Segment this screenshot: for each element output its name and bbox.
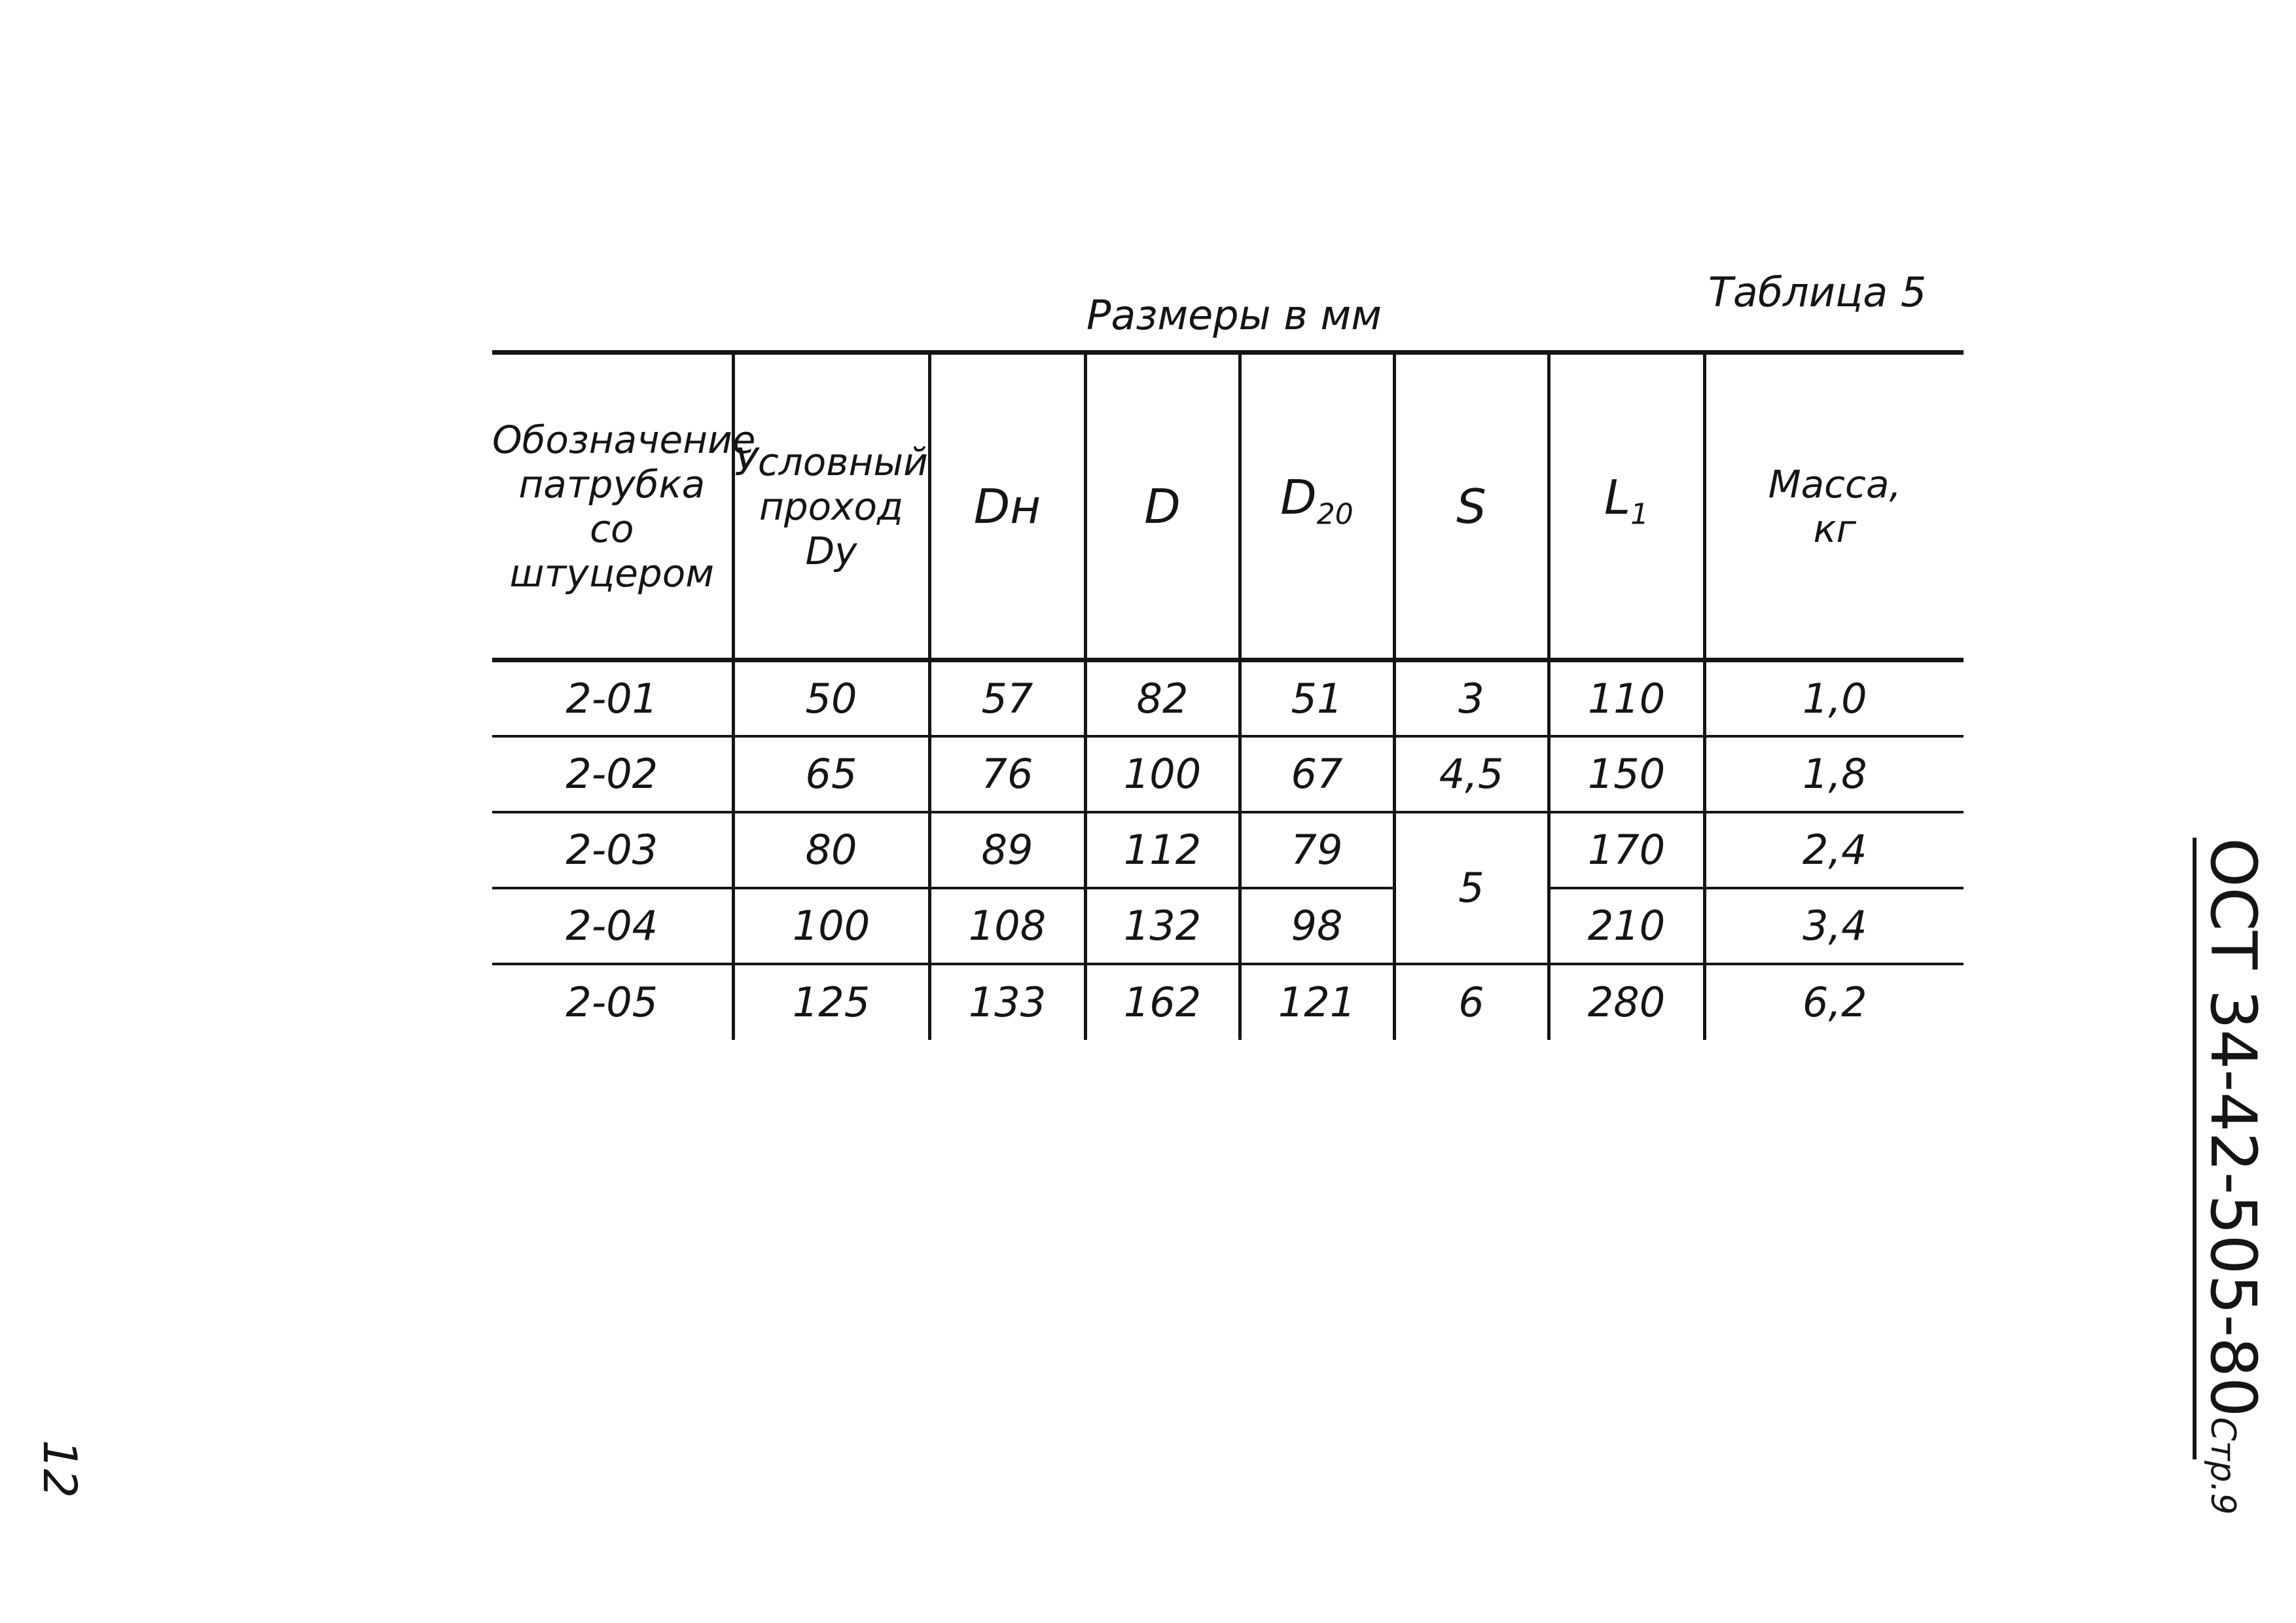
cell-d: 132 [1085,888,1240,964]
header-designation [492,353,756,660]
cell-d: 100 [1085,736,1240,812]
cell-designation: 2-05 [565,978,658,1026]
table-label: Таблица 5 [1708,268,1927,316]
cell-mass: 2,4 [1704,812,1964,888]
cell-l1: 110 [1549,660,1704,736]
cell-d: 162 [1085,964,1240,1040]
page-number: 12 [33,1440,86,1499]
cell-d20: 79 [1240,812,1394,888]
cell-mass: 6,2 [1704,964,1964,1040]
table-row [492,888,1964,964]
document-code [2190,838,2270,1515]
header-s: S [1394,353,1549,660]
table-row [492,812,1964,888]
header-l1-base: L [1604,470,1631,526]
header-nominal-bore-line: проход [759,484,904,529]
cell-dn: 133 [929,964,1085,1040]
cell-d20: 98 [1240,888,1394,964]
header-l1 [1549,353,1704,660]
cell-mass: 3,4 [1704,888,1964,964]
cell-s: 6 [1394,964,1549,1040]
cell-l1: 210 [1549,888,1704,964]
header-nominal-bore-line: Условный [734,439,928,484]
header-d: D [1085,353,1240,660]
table-row [492,964,1964,1040]
document-page-label: Стр.9 [2203,1417,2242,1515]
cell-designation: 2-04 [565,902,658,950]
cell-l1: 150 [1549,736,1704,812]
cell-dn: 76 [929,736,1085,812]
cell-dn: 57 [929,660,1085,736]
header-nominal-bore-line: Dy [805,528,857,573]
cell-d20: 121 [1240,964,1394,1040]
header-d20-base: D [1280,470,1317,526]
cell-designation: 2-02 [565,750,658,798]
table-row [492,660,1964,736]
cell-d: 112 [1085,812,1240,888]
cell-dy: 80 [733,812,929,888]
header-l1-subscript: 1 [1630,497,1649,531]
cell-d20: 51 [1240,660,1394,736]
cell-mass: 1,8 [1704,736,1964,812]
header-designation-line: со [590,506,634,551]
cell-dn: 108 [929,888,1085,964]
cell-dy: 50 [733,660,929,736]
header-nominal-bore [733,353,929,660]
table-header-row [492,353,1964,660]
header-mass [1704,353,1964,660]
dimensions-table [492,350,1964,1040]
cell-designation: 2-01 [565,674,658,722]
header-d20-subscript: 20 [1316,497,1354,531]
cell-l1: 170 [1549,812,1704,888]
cell-designation: 2-03 [565,826,658,874]
table-row [492,736,1964,812]
cell-dy: 125 [733,964,929,1040]
header-designation-line: Обозначение [492,417,756,462]
cell-dy: 65 [733,736,929,812]
cell-s-merged: 5 [1394,812,1549,964]
cell-d20: 67 [1240,736,1394,812]
document-code-main: ОСТ 34-42-505-80 [2197,838,2270,1418]
cell-s: 3 [1394,660,1549,736]
cell-dy: 100 [733,888,929,964]
header-d20 [1240,353,1394,660]
cell-l1: 280 [1549,964,1704,1040]
header-mass-line: кг [1813,506,1856,551]
cell-s: 4,5 [1394,736,1549,812]
cell-mass: 1,0 [1704,660,1964,736]
units-caption: Размеры в мм [1086,291,1382,339]
header-designation-line: штуцером [509,550,714,596]
header-dn: Dн [929,353,1085,660]
header-designation-line: патрубка [518,461,706,507]
cell-d: 82 [1085,660,1240,736]
header-mass-line: Масса, [1768,461,1901,507]
cell-dn: 89 [929,812,1085,888]
